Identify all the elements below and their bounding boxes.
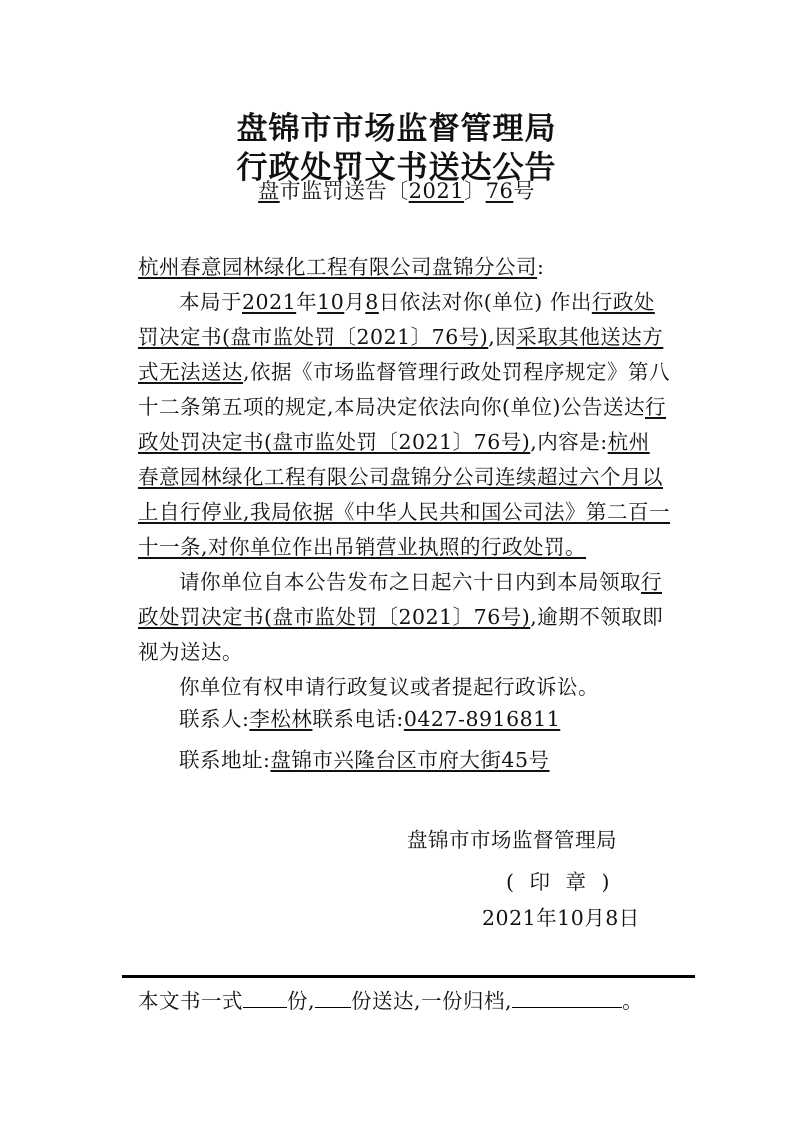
doc-no-sep: 〕 <box>464 179 486 203</box>
archive-blank <box>512 989 622 1008</box>
contact-phone: 0427-8916811 <box>403 707 561 731</box>
request-text-1: 请你单位自本公告发布之日起六十日内到本局领取 <box>179 570 641 594</box>
copies-blank <box>243 989 287 1008</box>
main-day: 8 <box>365 290 379 314</box>
request-text-2: ,逾期不领取即视为送达。 <box>138 605 664 664</box>
footer-text-1: 本文书一式 <box>138 989 243 1013</box>
main-text-1: 本局于 <box>179 290 242 314</box>
document-title: 盘锦市市场监督管理局 <box>236 111 557 147</box>
footer-divider <box>122 975 695 978</box>
footer-note <box>138 984 643 1014</box>
doc-no-num: 76 <box>485 179 514 203</box>
signature-org: 盘锦市市场监督管理局 <box>407 828 617 852</box>
footer-text-4: 。 <box>622 989 644 1013</box>
address-line <box>179 743 550 773</box>
address-label: 联系地址: <box>179 748 271 772</box>
doc-no-middle: 市监罚送告〔 <box>279 179 409 203</box>
document-subtitle: 行政处罚文书送达公告 <box>236 150 557 186</box>
contact-person-label: 联系人: <box>179 707 250 731</box>
doc-no-prefix: 盘 <box>258 179 280 203</box>
main-decision-ref-2: 行政处罚决定书(盘市监处罚〔2021〕76号) <box>138 395 667 454</box>
signature-date: 2021年10月8日 <box>482 906 640 930</box>
document-number <box>0 175 793 205</box>
signature-seal: ( 印 章 ) <box>506 870 611 894</box>
main-decision-ref-1: 行政处罚决定书(盘市监处罚〔2021〕76号) <box>138 290 655 349</box>
main-month: 10 <box>317 290 345 314</box>
main-text-6: ,依据《市场监督管理行政处罚程序规定》第八十二条第五项的规定,本局决定依法向你(单位)公告送达 <box>138 360 671 419</box>
rights-paragraph: 你单位有权申请行政复议或者提起行政诉讼。 <box>179 675 599 699</box>
footer-text-3: 份送达,一份归档, <box>351 989 513 1013</box>
address-value: 盘锦市兴隆台区市府大街45号 <box>270 748 550 772</box>
notice-main-paragraph <box>138 285 670 565</box>
main-text-4: 日依法对你(单位) 作出 <box>378 290 592 314</box>
request-paragraph <box>138 565 670 670</box>
request-decision-ref: 行政处罚决定书(盘市监处罚〔2021〕76号) <box>138 570 662 629</box>
main-text-2: 年 <box>296 290 318 314</box>
main-text-5: ,因 <box>488 325 517 349</box>
recipient-colon: : <box>537 255 545 279</box>
served-blank <box>315 989 351 1008</box>
contact-line <box>179 702 560 732</box>
contact-person: 李松林 <box>249 707 313 731</box>
footer-text-2: 份, <box>287 989 316 1013</box>
doc-no-year: 2021 <box>408 179 465 203</box>
main-year: 2021 <box>242 290 297 314</box>
main-reason: 采取其他送达方式无法送达 <box>138 325 664 384</box>
main-text-7: ,内容是: <box>530 430 608 454</box>
recipient-name: 杭州春意园林绿化工程有限公司盘锦分公司 <box>138 255 537 279</box>
main-content: 杭州春意园林绿化工程有限公司盘锦分公司连续超过六个月以上自行停业,我局依据《中华人民共和国公司法》第二百一十一条,对你单位作出吊销营业执照的行政处罚。 <box>138 430 671 559</box>
recipient-line <box>138 250 670 285</box>
doc-no-suffix: 号 <box>513 179 535 203</box>
contact-phone-label: 联系电话: <box>312 707 404 731</box>
main-text-3: 月 <box>344 290 366 314</box>
